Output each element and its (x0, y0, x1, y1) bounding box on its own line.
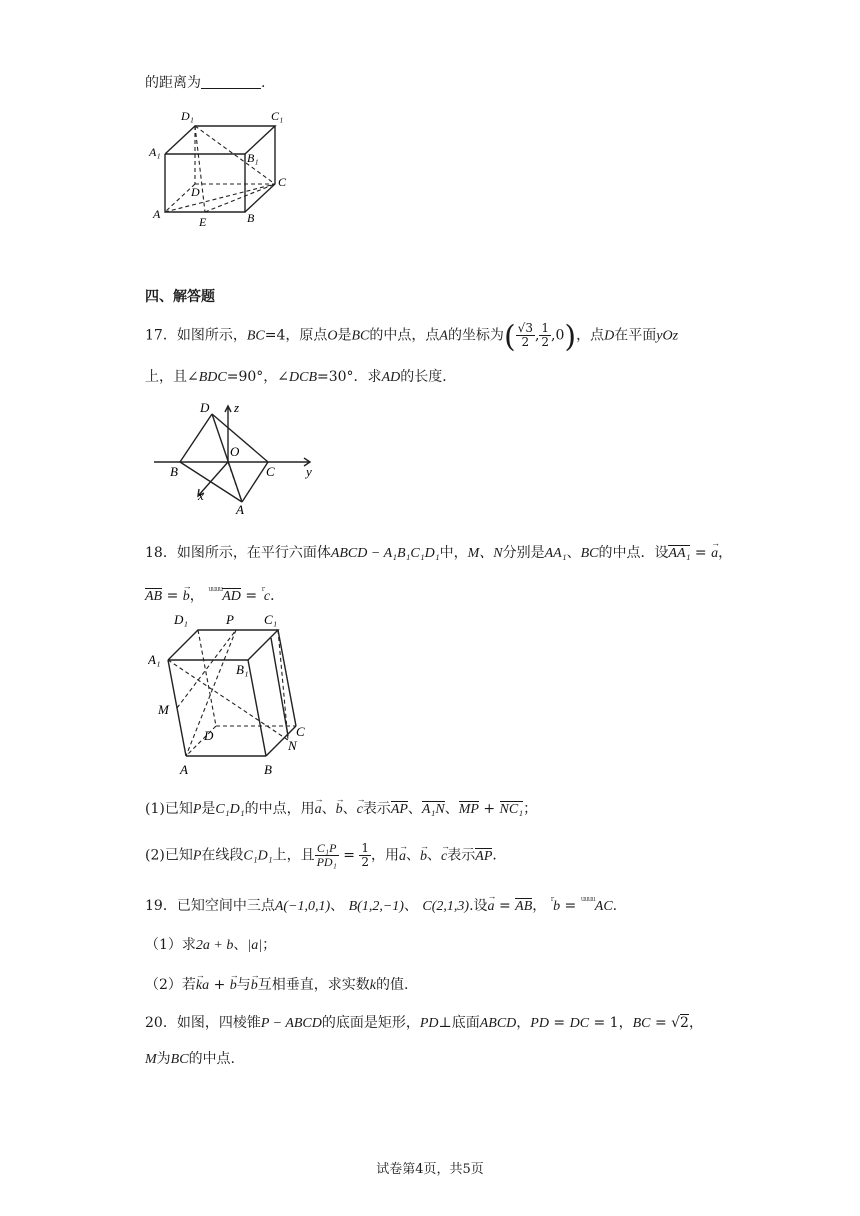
sqrt-two: 2 (680, 1015, 689, 1031)
q17-text: 上，且∠ (145, 369, 199, 385)
fig16-label-D: D (191, 185, 200, 199)
figure-cube (143, 104, 303, 234)
fig17-label-B: B (170, 464, 178, 479)
q18-mn: M、N (467, 546, 503, 561)
vec-ac: AC (594, 899, 613, 914)
vec-mp: MP (459, 799, 479, 821)
coord-half-num: 1 (541, 321, 550, 335)
q18-part2 (145, 842, 506, 869)
vec-a: a → (488, 896, 495, 918)
q16-tail-line (145, 72, 265, 94)
q17-text: 的坐标为 (447, 327, 504, 344)
q20-line1: 20．如图，四棱锥P − ABCD的底面是矩形，PD⊥底面ABCD，PD = DC = 1，BC = √2， (145, 1015, 703, 1031)
abs-a: |a| (247, 938, 263, 953)
q17-line1: 17．如图所示，BC=4，原点O是BC的中点，点A的坐标为( $\frac{√3}{2}$ , $\frac{1}{2}$ ,0)，点D在平面yOz (145, 319, 679, 355)
q20-text: = 1， (593, 1015, 633, 1031)
coord-frac-num: 3 (525, 321, 533, 335)
answer-blank (201, 74, 261, 89)
fig17-label-y: y (306, 464, 312, 479)
q18-text: 表示 (447, 847, 476, 864)
vec-b: b → (183, 586, 190, 608)
q19-part2 (145, 974, 408, 997)
q20-pd: PD (419, 1016, 439, 1031)
q20-text: ， (516, 1015, 531, 1031)
q18-text: ，用 (371, 847, 400, 864)
q16-tail-suffix: . (261, 75, 266, 91)
q17-text: 的中点，点 (369, 327, 440, 344)
q19-text: = (564, 898, 577, 914)
q17-dcb: DCB (289, 370, 318, 385)
q16-tail-prefix: 的距离为 (145, 75, 201, 91)
q20-text: 的底面是矩形， (321, 1015, 420, 1031)
q17-number: 17．如图所示， (145, 327, 247, 344)
coord-half-den: 2 (541, 335, 550, 349)
q18-text: + (483, 801, 496, 817)
vec-ap: AP (475, 846, 492, 868)
q20-number: 20．如图，四棱锥 (145, 1015, 261, 1031)
fig17-label-O: O (230, 444, 240, 459)
q18-text: 、 (342, 801, 357, 817)
expr-ka: ka → (196, 975, 209, 997)
vec-b: b → (336, 799, 343, 821)
q18-text: 表示 (362, 801, 391, 817)
fig17-label-x: x (198, 488, 204, 503)
q17-text: 在平面 (614, 327, 657, 344)
fig18-label-D1: D₁ (174, 612, 188, 627)
q18-p1-prefix: (1)已知 (145, 801, 193, 817)
q18-text: 上，且 (272, 847, 315, 864)
q18-text: 、 (444, 801, 459, 817)
q17-line2 (145, 366, 456, 389)
tiny-mark: uuuu (208, 585, 223, 593)
q20-line2 (145, 1048, 235, 1071)
q18-text: 的中点．设 (598, 545, 669, 561)
tiny-mark: r (550, 895, 554, 903)
fig18-label-C1: C₁ (264, 612, 278, 627)
q17-ad: AD (381, 370, 401, 385)
fig18-label-B: B (264, 762, 272, 777)
coord-z: 0 (555, 327, 565, 344)
q17-a: A (439, 328, 448, 344)
q18-p1-p: P (192, 802, 202, 817)
q17-d: D (604, 328, 615, 344)
q17-text: ，点 (576, 327, 605, 344)
q20-pd: PD (530, 1016, 549, 1031)
q18-vec-ab: AB (145, 586, 162, 608)
fig16-label-D1: D₁ (181, 109, 194, 123)
vec-a: a → (399, 846, 406, 868)
vec-b: b (553, 899, 561, 914)
q18-vec-aa1: AA₁ (668, 543, 690, 565)
point-b: B(1,2,−1) (348, 899, 404, 914)
fig18-label-P: P (226, 612, 234, 627)
q20-bc: BC (632, 1016, 651, 1031)
q20-m: M (145, 1052, 157, 1067)
fig18-label-C: C (296, 724, 305, 739)
q18-text: 、 (427, 847, 442, 864)
fig16-label-C: C (278, 175, 287, 189)
q18-text: 、 (406, 847, 421, 864)
half-frac (359, 842, 371, 869)
q18-text: ． (492, 847, 507, 864)
q18-text: ． (270, 588, 285, 604)
fig16-label-B1: B₁ (247, 151, 259, 165)
q20-abcd: ABCD (479, 1016, 517, 1031)
q17-text: =4，原点 (264, 327, 328, 344)
q19-text: = (498, 898, 511, 914)
q19-line1: 19．已知空间中三点A(−1,0,1)、 B(1,2,−1)、 C(2,1,3).设a → = AB， $^r$b = $^{uuuu}$AC. (145, 888, 617, 918)
fig16-label-E: E (199, 215, 207, 229)
q18-text: ， (718, 545, 733, 561)
q20-bc: BC (170, 1052, 189, 1067)
q18-text: ， (189, 588, 204, 604)
q17-bc: BC (351, 328, 370, 344)
fig18-label-A1: A₁ (148, 652, 161, 667)
coord-frac-den: 2 (521, 335, 530, 349)
q18-text: = (166, 588, 179, 604)
fig17-label-A: A (236, 502, 244, 517)
fig17-label-z: z (234, 400, 240, 415)
vec-c: c (263, 589, 271, 604)
coord-frac-sqrt3: $\frac{√3}{2}$ (517, 321, 533, 349)
half-num: 1 (361, 841, 370, 855)
q18-text: 中， (439, 545, 468, 561)
paren-right: ) (564, 319, 577, 355)
q18-p1-c1d1: C₁D₁ (215, 802, 245, 817)
var-k: k (369, 978, 376, 993)
point-a: A(−1,0,1) (274, 899, 331, 914)
q18-text: 的中点，用 (244, 801, 315, 817)
q19-p1-prefix: （1）求 (145, 937, 196, 953)
fig18-label-D: D (204, 728, 214, 743)
q17-text: 是 (337, 327, 352, 344)
vec-b: b → (420, 846, 427, 868)
q18-bc: BC (580, 546, 599, 561)
vec-c: c → (357, 799, 363, 821)
figure-q17-axes (150, 396, 330, 518)
q17-text: 的长度． (400, 369, 457, 385)
fig18-label-B1: B₁ (236, 662, 249, 677)
section-heading: 四、解答题 (145, 289, 215, 305)
q17-yoz: yOz (656, 328, 679, 344)
q19-text: ； (262, 937, 277, 953)
fig16-label-C1: C₁ (271, 109, 284, 123)
ratio-num: C₁P (315, 842, 339, 856)
q18-text: 、 (321, 801, 336, 817)
expr-2a-plus-b: 2a + b (195, 938, 234, 953)
vec-nc1: NC₁ (500, 799, 524, 821)
vec-ap: AP (391, 799, 408, 821)
q18-solid: ABCD − A₁B₁C₁D₁ (330, 546, 440, 561)
fig18-label-M: M (158, 702, 169, 717)
q20-text: 的中点. (188, 1051, 236, 1067)
q18-part1 (145, 798, 537, 821)
q18-p2-p: P (192, 848, 202, 864)
point-c: C(2,1,3) (422, 899, 470, 914)
q20-text: ， (688, 1015, 703, 1031)
q20-dc: DC (569, 1016, 590, 1031)
q18-p2-prefix: (2)已知 (145, 847, 193, 864)
page-footer: 试卷第4页，共5页 (376, 1162, 484, 1177)
vec-a1n: A₁N (422, 799, 445, 821)
q19-part1 (145, 934, 276, 957)
fig18-label-N: N (288, 738, 297, 753)
half-den: 2 (361, 855, 370, 869)
q18-vec-ad: AD (222, 586, 241, 608)
q20-text: = (654, 1015, 667, 1031)
vec-a: a → (711, 543, 718, 565)
q18-text: ； (523, 801, 538, 817)
q17-o: O (327, 328, 338, 344)
q17-bdc: BDC (198, 370, 227, 385)
q18-text: 、 (566, 545, 581, 561)
q18-line1 (145, 542, 732, 565)
vec-ab: AB (515, 896, 532, 918)
paren-left: ( (503, 319, 516, 355)
ratio-den: PD₁ (316, 855, 337, 869)
vec-a: a → (315, 799, 322, 821)
coord-frac-half (539, 322, 551, 349)
q18-text: 在线段 (201, 847, 244, 864)
q19-p2-prefix: （2）若 (145, 977, 196, 993)
q18-text: = (343, 847, 355, 864)
q18-text: 分别是 (502, 545, 545, 561)
q18-text: 是 (201, 801, 216, 817)
fig17-label-C: C (266, 464, 275, 479)
q18-aa1: AA₁ (544, 546, 567, 561)
q18-text: = (245, 588, 258, 604)
q20-text: 为 (156, 1051, 171, 1067)
ratio-frac (315, 842, 339, 869)
fig16-label-B: B (247, 211, 255, 225)
fig17-label-D: D (200, 400, 210, 415)
vec-b: b → (251, 975, 258, 997)
tiny-mark: r (261, 585, 264, 593)
q18-text: 、 (407, 801, 422, 817)
q20-text: ⊥底面 (438, 1015, 480, 1031)
q18-text: = (694, 545, 707, 561)
q19-text: 的值. (376, 977, 409, 993)
q19-number: 19．已知空间中三点 (145, 898, 275, 914)
q19-text: 、 (233, 937, 248, 953)
q20-pyramid: P − ABCD (260, 1016, 322, 1031)
fig16-label-A1: A₁ (149, 145, 161, 159)
q18-p2-c1d1: C₁D₁ (243, 848, 273, 864)
fig16-label-A: A (153, 207, 161, 221)
vec-b: b → (230, 975, 237, 997)
figure-parallelepiped (148, 608, 318, 780)
q19-text: + (213, 977, 226, 993)
q20-text: = (553, 1015, 566, 1031)
q19-text: 与 (236, 977, 251, 993)
q17-text: =30°．求 (317, 369, 382, 385)
q17-text: =90°，∠ (226, 369, 290, 385)
q19-text: .设 (469, 898, 488, 914)
fig18-label-A: A (180, 762, 188, 777)
q18-number: 18．如图所示，在平行六面体 (145, 545, 331, 561)
tiny-mark: uuuu (580, 895, 595, 903)
q17-bc: BC (246, 328, 265, 344)
q18-line2 (145, 578, 284, 608)
q19-text: 互相垂直，求实数 (257, 977, 370, 993)
vec-c: c → (441, 846, 447, 868)
